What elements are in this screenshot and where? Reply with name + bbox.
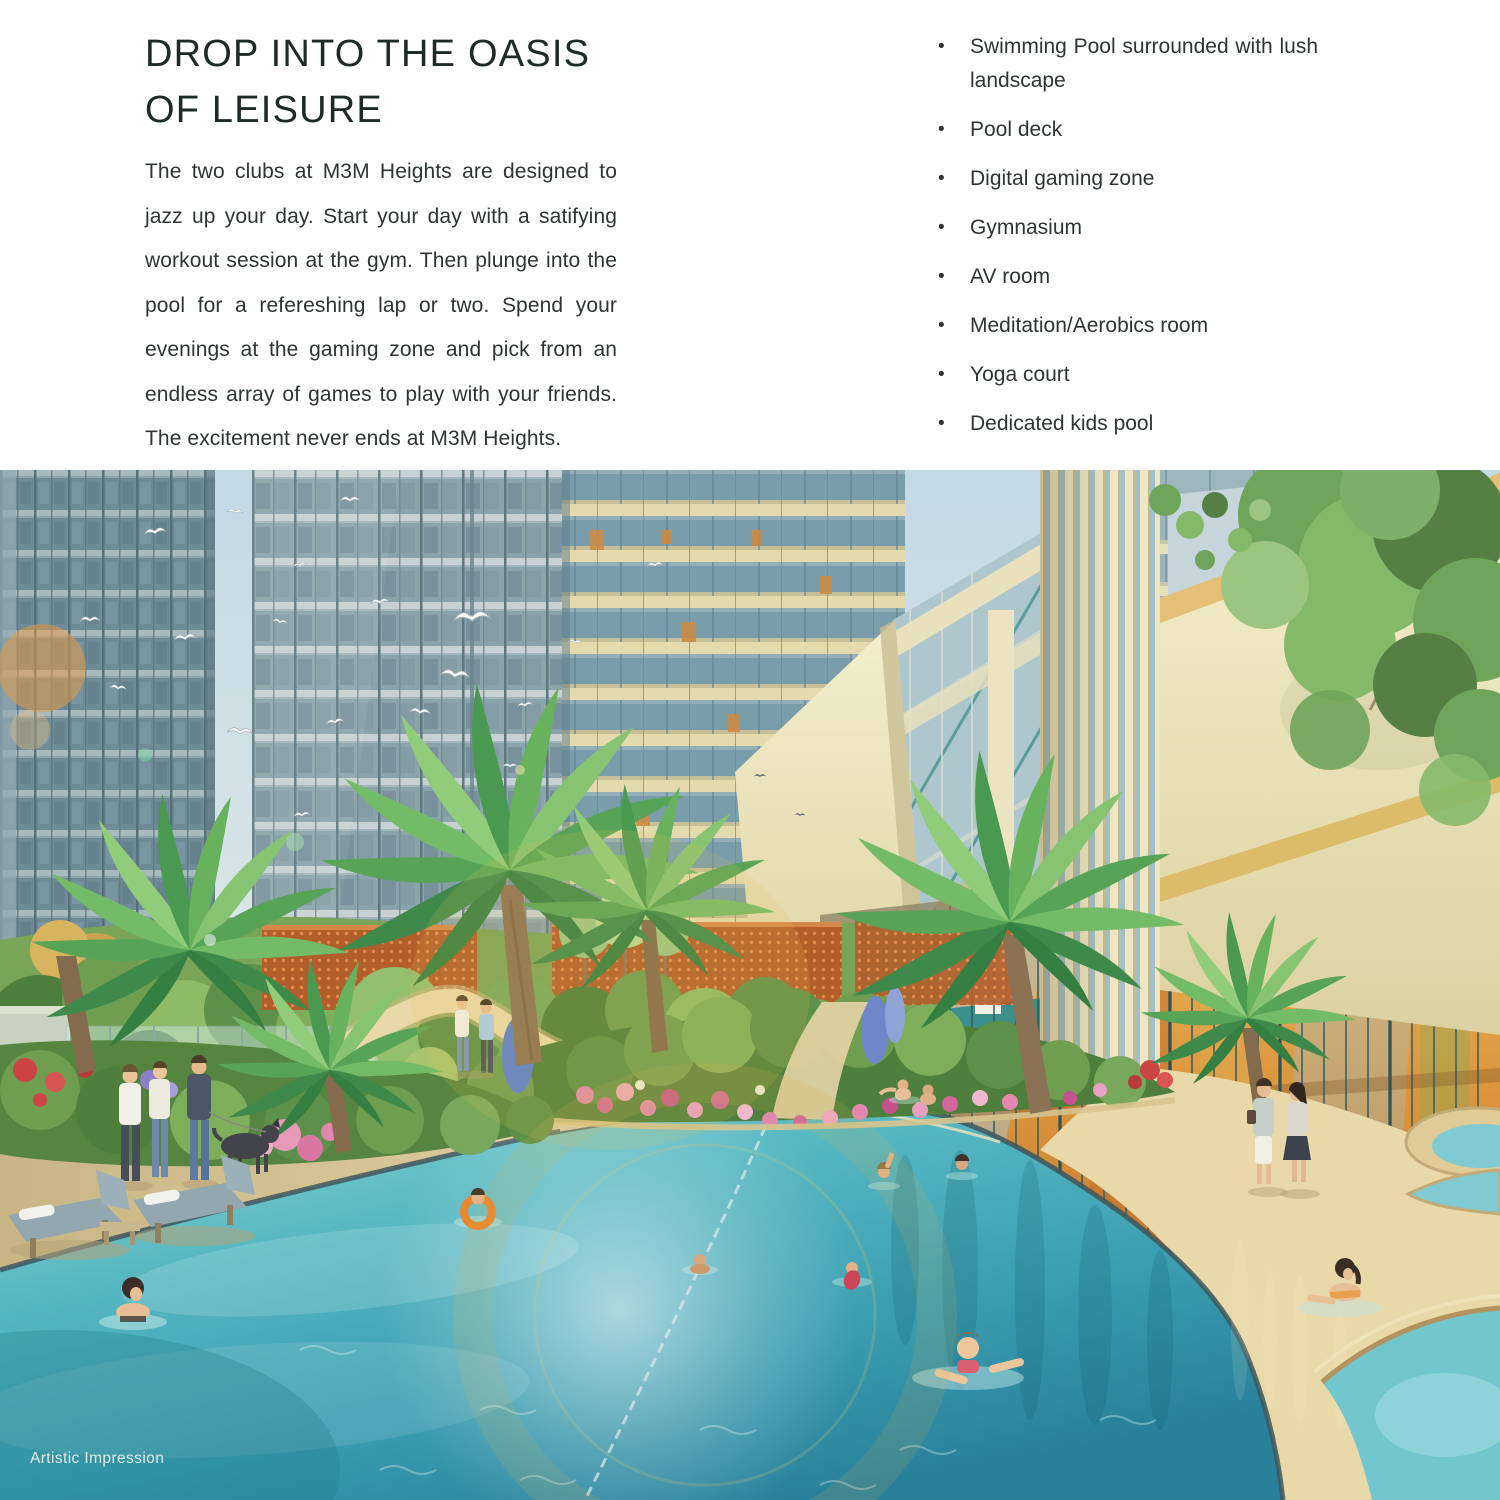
amenity-item [936, 309, 1318, 343]
amenity-text: Digital gaming zone [970, 167, 1155, 190]
amenity-item [936, 260, 1318, 294]
amenity-text: Meditation/Aerobics room [970, 314, 1209, 337]
amenities-list [936, 30, 1318, 456]
page-title [145, 26, 590, 138]
amenity-item [936, 358, 1318, 392]
page-title-line1: DROP INTO THE OASIS [145, 33, 591, 75]
amenity-text: Dedicated kids pool [970, 412, 1154, 435]
page-title-line2: OF LEISURE [145, 89, 383, 131]
pool-illustration [0, 470, 1500, 1500]
amenity-text: Pool deck [970, 118, 1063, 141]
amenity-item [936, 162, 1318, 196]
body-text: The two clubs at M3M Heights are designed to jazz up your day. Start your day with a satifying workout session at the gym. Then plunge into the pool for a refereshing lap or two. Spend your evenings at the gaming zone and pick from an endless array of games to play with your friends. The excitement never ends at M3M Heights. [145, 160, 617, 450]
artistic-impression-caption: Artistic Impression [30, 1450, 165, 1467]
amenity-text: Swimming Pool surrounded with lush landscape [970, 35, 1318, 92]
amenity-item [936, 113, 1318, 147]
amenity-text: Gymnasium [970, 216, 1083, 239]
amenity-item [936, 211, 1318, 245]
amenity-item [936, 30, 1318, 98]
pool-render-image [0, 470, 1500, 1500]
amenity-text: AV room [970, 265, 1051, 288]
amenity-text: Yoga court [970, 363, 1070, 386]
amenity-item [936, 407, 1318, 441]
